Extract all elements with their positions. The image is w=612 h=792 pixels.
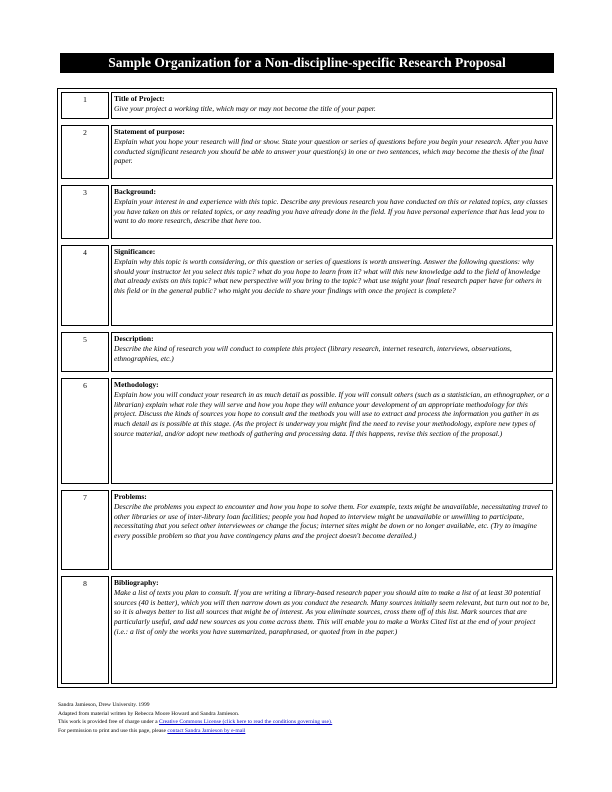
row-content [111,245,553,326]
license-text: This work is provided free of charge under a [58,719,160,726]
table-row [58,182,556,242]
footer-license [58,718,558,727]
proposal-table [57,88,557,688]
row-number: 3 [61,185,109,239]
row-number: 6 [61,378,109,484]
table-row [58,329,556,375]
row-content [111,490,553,570]
row-description: Describe the kind of research you will conduct to complete this project (library research, internet research, interviews, observations, ethnographies, etc.) [114,343,512,363]
row-label: Title of Project: [114,94,165,103]
row-description: Explain how you will conduct your research in as much detail as possible. If you will consult others (such as a statistician, an ethnographer, or a librarian) explain what role they will serve and how you hope they will enhance your development of an appropriate methodology for this project. Discuss the kinds of sources you hope to consult and the methods you will use to extract and process the information you gather in as much detail as is possible at this stage. (As the project is underway you might find the need to revise your methodology, explore new types of source material, and/or adopt new methods of gathering and processing data. If this happens, revise this section of the proposal.) [114,389,550,438]
row-label: Background: [114,187,156,196]
permission-text: For permission to print and use this page, please [58,727,168,734]
table-row [58,89,556,122]
row-number: 8 [61,576,109,684]
row-description: Describe the problems you expect to encounter and how you hope to solve them. For example, texts might be unavailable, necessitating travel to other libraries or use of inter-library loan facilities; people you had hoped to interview might be unavailable or unwilling to participate, necessitating that you select other interviewees or change the focus; internet sites might be down or no longer available, etc. (Try to imagine every possible problem so that you have contingency plans and the project doesn't become derailed.) [114,501,548,540]
row-number: 7 [61,490,109,570]
row-number: 2 [61,125,109,179]
row-content [111,576,553,684]
table-row [58,375,556,487]
row-description: Give your project a working title, which may or may not become the title of your paper. [114,103,376,113]
footer [58,701,558,736]
row-label: Bibliography: [114,578,159,587]
row-content [111,92,553,119]
row-number: 1 [61,92,109,119]
row-number: 5 [61,332,109,372]
footer-permission [58,727,558,736]
row-label: Statement of purpose: [114,127,185,136]
footer-adapted: Adapted from material written by Rebecca Moore Howard and Sandra Jamieson. [58,710,240,717]
row-label: Description: [114,334,154,343]
page-title: Sample Organization for a Non-discipline-specific Research Proposal [60,53,554,73]
row-content [111,332,553,372]
row-description: Explain what you hope your research will find or show. State your question or series of questions before you begin your research. After you have conducted significant research you should be able to answer your question(s) in one or two sentences, which may become the thesis of the final paper. [114,136,549,166]
row-label: Methodology: [114,380,159,389]
row-label: Significance: [114,247,156,256]
table-row [58,242,556,329]
row-number: 4 [61,245,109,326]
row-content [111,185,553,239]
table-row [58,122,556,182]
row-description: Explain why this topic is worth considering, or this question or series of questions is worth answering. Answer the following questions: why should your instructor let you select this topic? what do you hope to learn from it? what will this new knowledge add to the field of knowledge that already exists on this topic? what new perspective will you bring to the topic? what use might your final research paper have for others in this field or in the general public? who might you decide to share your findings with once the project is complete? [114,256,542,295]
row-content [111,378,553,484]
footer-author: Sandra Jamieson, Drew University. 1999 [58,702,150,708]
table-row [58,573,556,687]
contact-link[interactable]: contact Sandra Jamieson by e-mail [167,727,246,734]
row-description: Explain your interest in and experience with this topic. Describe any previous research you have conducted on this or related topics, any classes you have taken on this or related topics, or any reading you have already done in the field. If you have personal experience that has lead you to want to do more research, describe that here too. [114,196,548,226]
row-description: Make a list of texts you plan to consult. If you are writing a library-based research paper you should aim to make a list of at least 30 potential sources (40 is better), which you will then narrow down as you conduct the research. Many sources initially seem relevant, but turn out not to be, so it is always better to list all sources that might be of interest. As you eliminate sources, cross them off of this list. Mark sources that are particularly useful, and add new sources as you come across them. This will enable you to make a Works Cited list at the end of your project (i.e.: a list of only the works you have summarized, paraphrased, or quoted from in the paper.) [114,587,550,636]
row-label: Problems: [114,492,147,501]
row-content [111,125,553,179]
license-link[interactable]: Creative Commons License (click here to read the conditions governing use). [159,719,333,726]
table-row [58,487,556,573]
